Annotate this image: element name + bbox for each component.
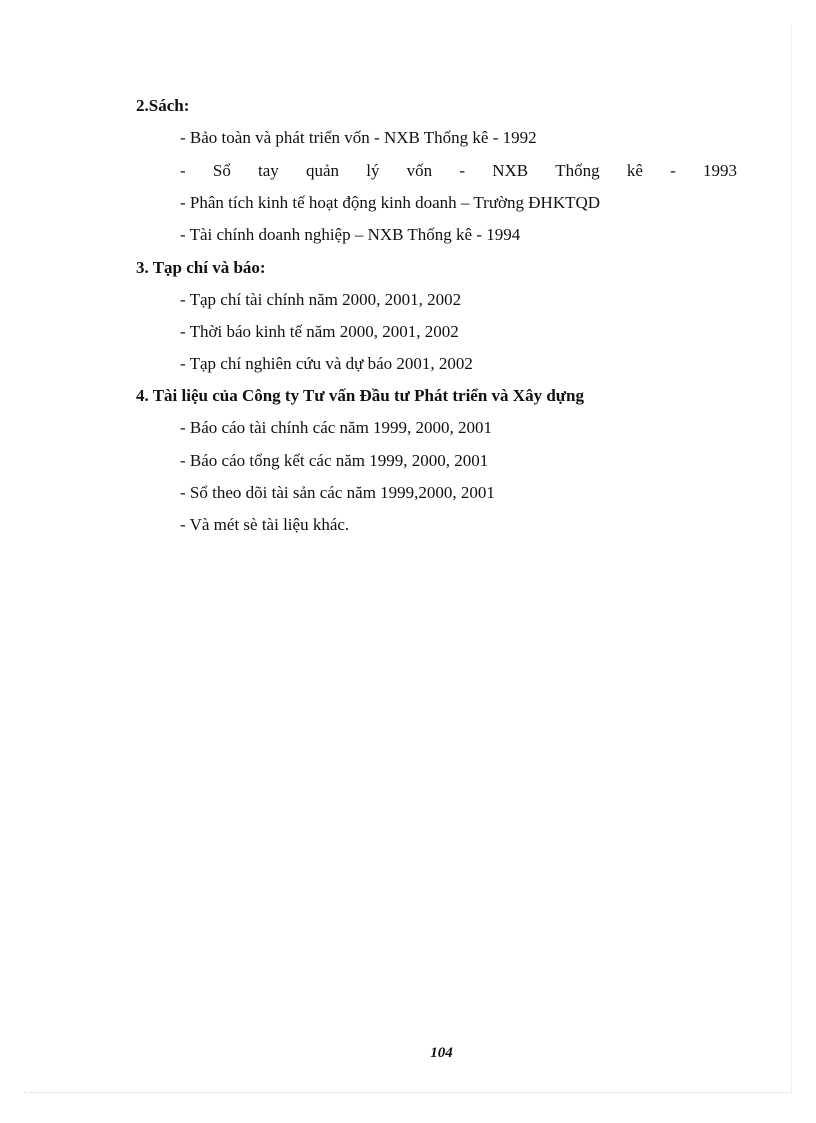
word: -	[180, 161, 186, 180]
list-item-justified	[180, 161, 737, 181]
list-item: - Và mét sè tài liệu khác.	[180, 515, 350, 534]
list-item: - Báo cáo tài chính các năm 1999, 2000, 2001	[180, 418, 493, 437]
section-heading-books: 2.Sách:	[136, 96, 190, 115]
word: lý	[366, 161, 380, 180]
word: quản	[305, 161, 340, 180]
list-item: - Bảo toàn và phát triển vốn - NXB Thống kê - 1992	[180, 128, 537, 147]
word: vốn	[406, 161, 433, 180]
page-bottom-border	[24, 1092, 792, 1093]
section-heading-company-docs: 4. Tài liệu của Công ty Tư vấn Đầu tư Phát triển và Xây dựng	[136, 386, 584, 405]
word: tay	[258, 161, 279, 180]
page-number: 104	[430, 1045, 453, 1061]
list-item: - Tạp chí nghiên cứu và dự báo 2001, 2002	[180, 354, 473, 373]
word: Thống	[555, 161, 600, 180]
list-item: - Tài chính doanh nghiệp – NXB Thống kê - 1994	[180, 225, 521, 244]
page-right-border	[791, 24, 792, 1093]
word: 1993	[702, 161, 737, 180]
list-item: - Tạp chí tài chính năm 2000, 2001, 2002	[180, 290, 462, 309]
word: kê	[626, 161, 643, 180]
list-item: - Báo cáo tổng kết các năm 1999, 2000, 2001	[180, 451, 489, 470]
section-heading-journals: 3. Tạp chí và báo:	[136, 258, 266, 277]
list-item: - Thời báo kinh tế năm 2000, 2001, 2002	[180, 322, 459, 341]
word: -	[670, 161, 676, 180]
list-item: - Sổ theo dõi tài sản các năm 1999,2000, 2001	[180, 483, 495, 502]
word: -	[459, 161, 465, 180]
word: NXB	[492, 161, 529, 180]
word: Sổ	[212, 161, 231, 180]
list-item: - Phân tích kinh tế hoạt động kinh doanh – Trường ĐHKTQD	[180, 193, 601, 212]
